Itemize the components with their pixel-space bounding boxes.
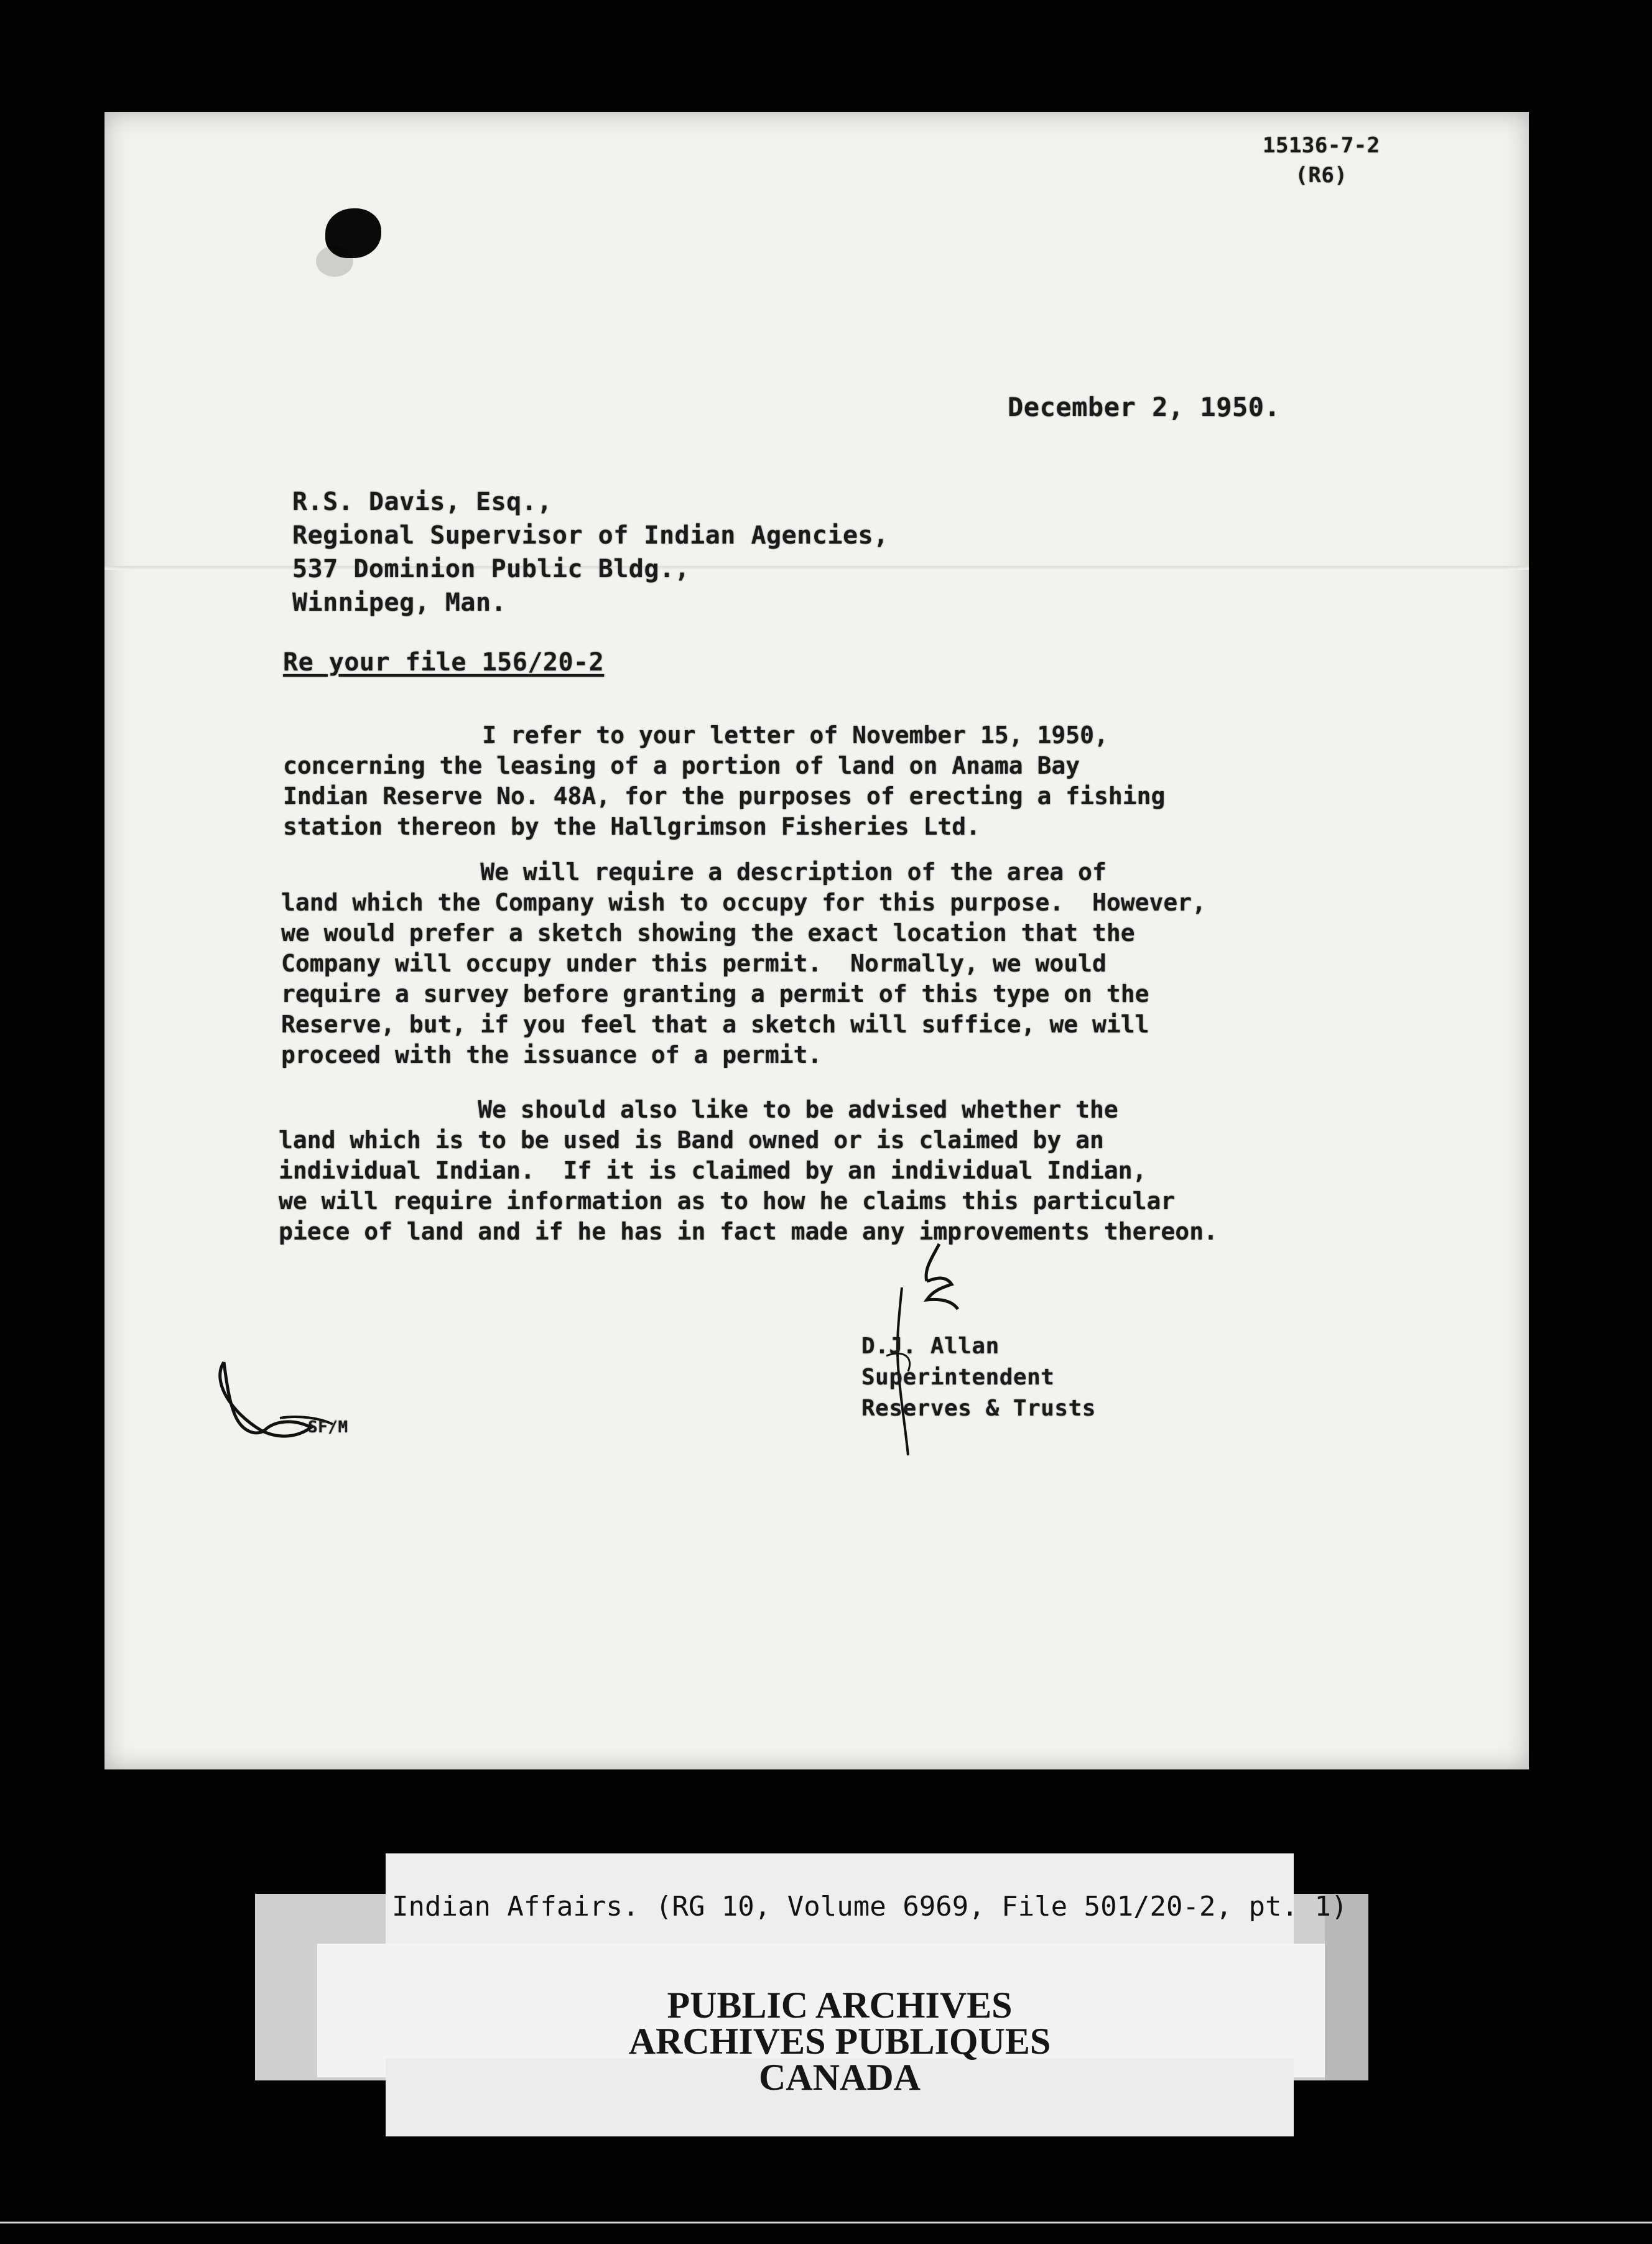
body-paragraph	[279, 1095, 1218, 1247]
paragraph-line: proceed with the issuance of a permit.	[281, 1041, 822, 1069]
paragraph-line: We should also like to be advised whether the	[279, 1096, 1118, 1123]
address-line: 537 Dominion Public Bldg.,	[292, 555, 690, 583]
paragraph-line: Reserve, but, if you feel that a sketch will suffice, we will	[281, 1011, 1149, 1038]
punch-hole-shadow	[316, 246, 353, 277]
paragraph-line: land which the Company wish to occupy for this purpose. However,	[281, 889, 1207, 916]
signer-department: Reserves & Trusts	[861, 1396, 1096, 1421]
file-number	[1263, 131, 1380, 190]
paragraph-line: I refer to your letter of November 15, 1950,	[283, 721, 1108, 749]
stamp-line-french: ARCHIVES PUBLIQUES	[628, 2021, 1051, 2062]
paragraph-line: We will require a description of the area of	[281, 858, 1107, 886]
archive-citation: Indian Affairs. (RG 10, Volume 6969, File 501/20-2, pt. 1)	[392, 1891, 1348, 1922]
address-line: Winnipeg, Man.	[292, 588, 507, 617]
body-paragraph	[281, 857, 1206, 1070]
stamp-line-english: PUBLIC ARCHIVES	[667, 1985, 1013, 2026]
body-paragraph	[283, 720, 1165, 842]
address-line: R.S. Davis, Esq.,	[292, 488, 552, 516]
paragraph-line: individual Indian. If it is claimed by an individual Indian,	[279, 1157, 1147, 1184]
signature-block	[861, 1331, 1096, 1424]
archive-stamp	[386, 1985, 1294, 2098]
paragraph-line: Company will occupy under this permit. Normally, we would	[281, 950, 1107, 977]
letter-date: December 2, 1950.	[1008, 392, 1281, 422]
paragraph-line: station thereon by the Hallgrimson Fisheries Ltd.	[283, 813, 981, 840]
paragraph-line: we will require information as to how he claims this particular	[279, 1187, 1176, 1215]
file-number-main: 15136-7-2	[1263, 133, 1380, 158]
paragraph-line: land which is to be used is Band owned or is claimed by an	[279, 1126, 1104, 1154]
recipient-address	[292, 485, 889, 619]
typist-initials: SF/M	[308, 1418, 348, 1437]
file-number-sub: (R6)	[1295, 163, 1348, 188]
subject-line: Re your file 156/20-2	[283, 648, 605, 677]
signer-title: Superintendent	[861, 1365, 1055, 1390]
stamp-line-country: CANADA	[759, 2057, 921, 2098]
paragraph-line: concerning the leasing of a portion of land on Anama Bay	[283, 752, 1080, 779]
address-line: Regional Supervisor of Indian Agencies,	[292, 521, 889, 550]
paragraph-line: require a survey before granting a permit of this type on the	[281, 980, 1149, 1008]
paragraph-line: we would prefer a sketch showing the exact location that the	[281, 919, 1135, 947]
frame-edge	[0, 2222, 1652, 2223]
paragraph-line: piece of land and if he has in fact made any improvements thereon.	[279, 1218, 1218, 1245]
signer-name: D.J. Allan	[861, 1333, 1000, 1359]
paragraph-line: Indian Reserve No. 48A, for the purposes of erecting a fishing	[283, 782, 1166, 810]
